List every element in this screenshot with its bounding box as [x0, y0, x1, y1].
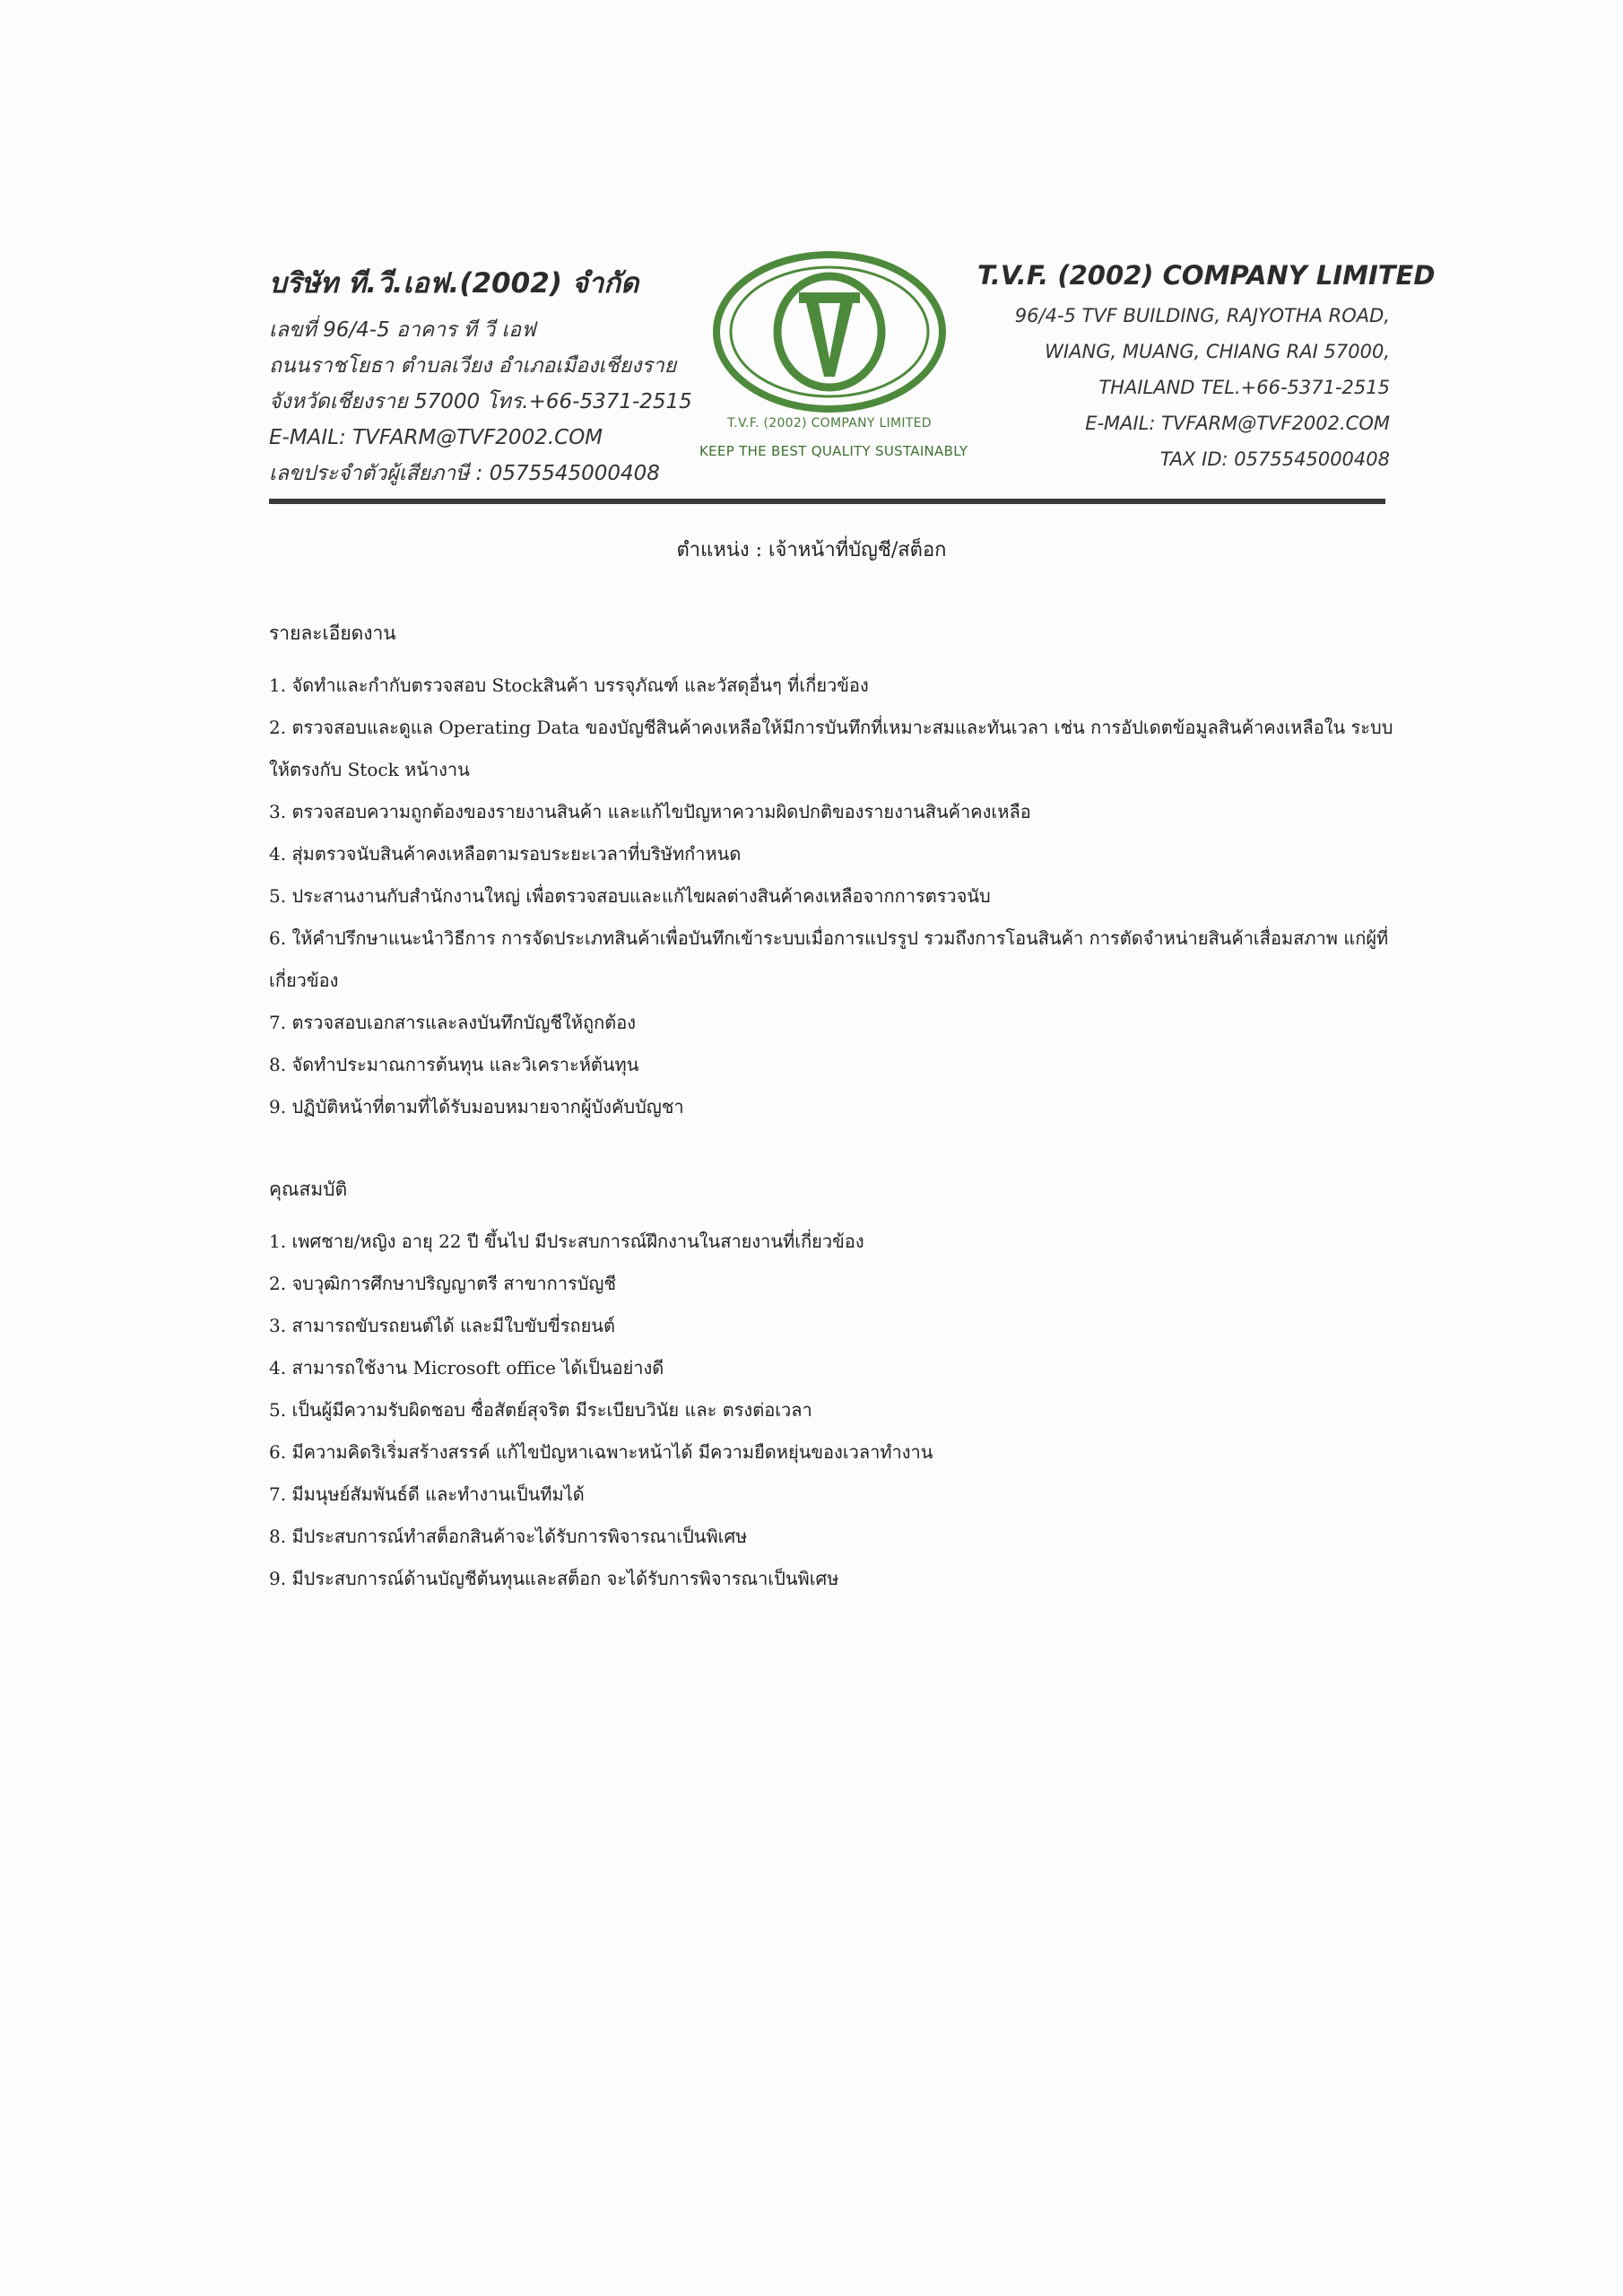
letterhead-english-block: [977, 260, 1436, 477]
qualification-item: 2. จบวุฒิการศึกษาปริญญาตรี สาขาการบัญชี: [269, 1273, 617, 1294]
qualifications-heading: คุณสมบัติ: [269, 1178, 348, 1200]
job-detail-item: 2. ตรวจสอบและดูแล Operating Data ของบัญชีสินค้าคงเหลือให้มีการบันทึกที่เหมาะสมและทันเวลา เช่น การอัปเดตข้อมูลสินค้าคงเหลือใน ระบบให้ตรงกับ Stock หน้างาน: [269, 717, 1393, 780]
qualification-item: 9. มีประสบการณ์ด้านบัญชีต้นทุนและสต็อก จะได้รับการพิจารณาเป็นพิเศษ: [269, 1568, 839, 1589]
tax-id-line-thai: เลขประจำตัวผู้เสียภาษี : 0575545000408: [269, 462, 660, 485]
qualification-item: 1. เพศชาย/หญิง อายุ 22 ปี ขึ้นไป มีประสบการณ์ฝึกงานในสายงานที่เกี่ยวข้อง: [269, 1231, 864, 1252]
logo-caption: T.V.F. (2002) COMPANY LIMITED: [727, 416, 932, 430]
position-title: ตำแหน่ง : เจ้าหน้าที่บัญชี/สต็อก: [676, 539, 947, 561]
address-line-thai: เลขที่ 96/4-5 อาคาร ที วี เอฟ: [269, 318, 536, 342]
qualification-item: 8. มีประสบการณ์ทำสต็อกสินค้าจะได้รับการพิจารณาเป็นพิเศษ: [269, 1526, 748, 1547]
job-detail-item: 9. ปฏิบัติหน้าที่ตามที่ได้รับมอบหมายจากผู้บังคับบัญชา: [269, 1096, 684, 1118]
letterhead-thai-block: [269, 260, 699, 491]
qualifications-section: [269, 1175, 1399, 1600]
qualification-item: 3. สามารถขับรถยนต์ได้ และมีใบขับขี่รถยนต์: [269, 1315, 615, 1336]
company-logo: [699, 251, 968, 484]
qualification-item: 7. มีมนุษย์สัมพันธ์ดี และทำงานเป็นทีมได้: [269, 1483, 585, 1505]
tax-id-line-english: TAX ID: 0575545000408: [1159, 448, 1390, 470]
letterhead: [269, 251, 1436, 511]
job-detail-item: 7. ตรวจสอบเอกสารและลงบันทึกบัญชีให้ถูกต้อง: [269, 1012, 636, 1033]
address-line-english: 96/4-5 TVF BUILDING, RAJYOTHA ROAD,: [1014, 305, 1390, 326]
job-detail-item: 1. จัดทำและกำกับตรวจสอบ Stockสินค้า บรรจุภัณฑ์ และวัสดุอื่นๆ ที่เกี่ยวข้อง: [269, 674, 869, 696]
header-divider: [269, 499, 1385, 504]
job-details-heading: รายละเอียดงาน: [269, 622, 396, 644]
address-line-english: THAILAND TEL.+66-5371-2515: [1098, 377, 1390, 398]
job-details-section: [269, 619, 1399, 1128]
email-line-english: E-MAIL: TVFARM@TVF2002.COM: [1085, 413, 1390, 434]
job-detail-item: 8. จัดทำประมาณการต้นทุน และวิเคราะห์ต้นทุน: [269, 1054, 639, 1075]
company-name-thai: บริษัท ที.วี.เอฟ.(2002) จำกัด: [269, 267, 639, 300]
qualification-item: 4. สามารถใช้งาน Microsoft office ได้เป็นอย่างดี: [269, 1357, 664, 1378]
qualification-item: 5. เป็นผู้มีความรับผิดชอบ ซื่อสัตย์สุจริต มีระเบียบวินัย และ ตรงต่อเวลา: [269, 1399, 812, 1421]
qualification-item: 6. มีความคิดริเริ่มสร้างสรรค์ แก้ไขปัญหาเฉพาะหน้าได้ มีความยืดหยุ่นของเวลาทำงาน: [269, 1441, 933, 1463]
job-detail-item: 6. ให้คำปรึกษาแนะนำวิธีการ การจัดประเภทสินค้าเพื่อบันทึกเข้าระบบเมื่อการแปรรูป รวมถึงการโอนสินค้า การตัดจำหน่ายสินค้าเสื่อมสภาพ แก่ผู้ที่เกี่ยวข้อง: [269, 927, 1389, 991]
address-line-english: WIANG, MUANG, CHIANG RAI 57000,: [1045, 341, 1390, 362]
email-line-thai: E-MAIL: TVFARM@TVF2002.COM: [269, 426, 603, 449]
tvf-logo-icon: [713, 251, 946, 413]
company-name-english: T.V.F. (2002) COMPANY LIMITED: [977, 260, 1436, 291]
job-detail-item: 3. ตรวจสอบความถูกต้องของรายงานสินค้า และแก้ไขปัญหาความผิดปกติของรายงานสินค้าคงเหลือ: [269, 801, 1031, 822]
address-line-thai: ถนนราชโยธา ตำบลเวียง อำเภอเมืองเชียงราย: [269, 354, 677, 378]
address-line-thai: จังหวัดเชียงราย 57000 โทร.+66-5371-2515: [269, 390, 692, 413]
job-detail-item: 4. สุ่มตรวจนับสินค้าคงเหลือตามรอบระยะเวลาที่บริษัทกำหนด: [269, 843, 742, 865]
job-detail-item: 5. ประสานงานกับสำนักงานใหญ่ เพื่อตรวจสอบและแก้ไขผลต่างสินค้าคงเหลือจากการตรวจนับ: [269, 885, 991, 907]
logo-tagline: KEEP THE BEST QUALITY SUSTAINABLY: [699, 443, 968, 459]
